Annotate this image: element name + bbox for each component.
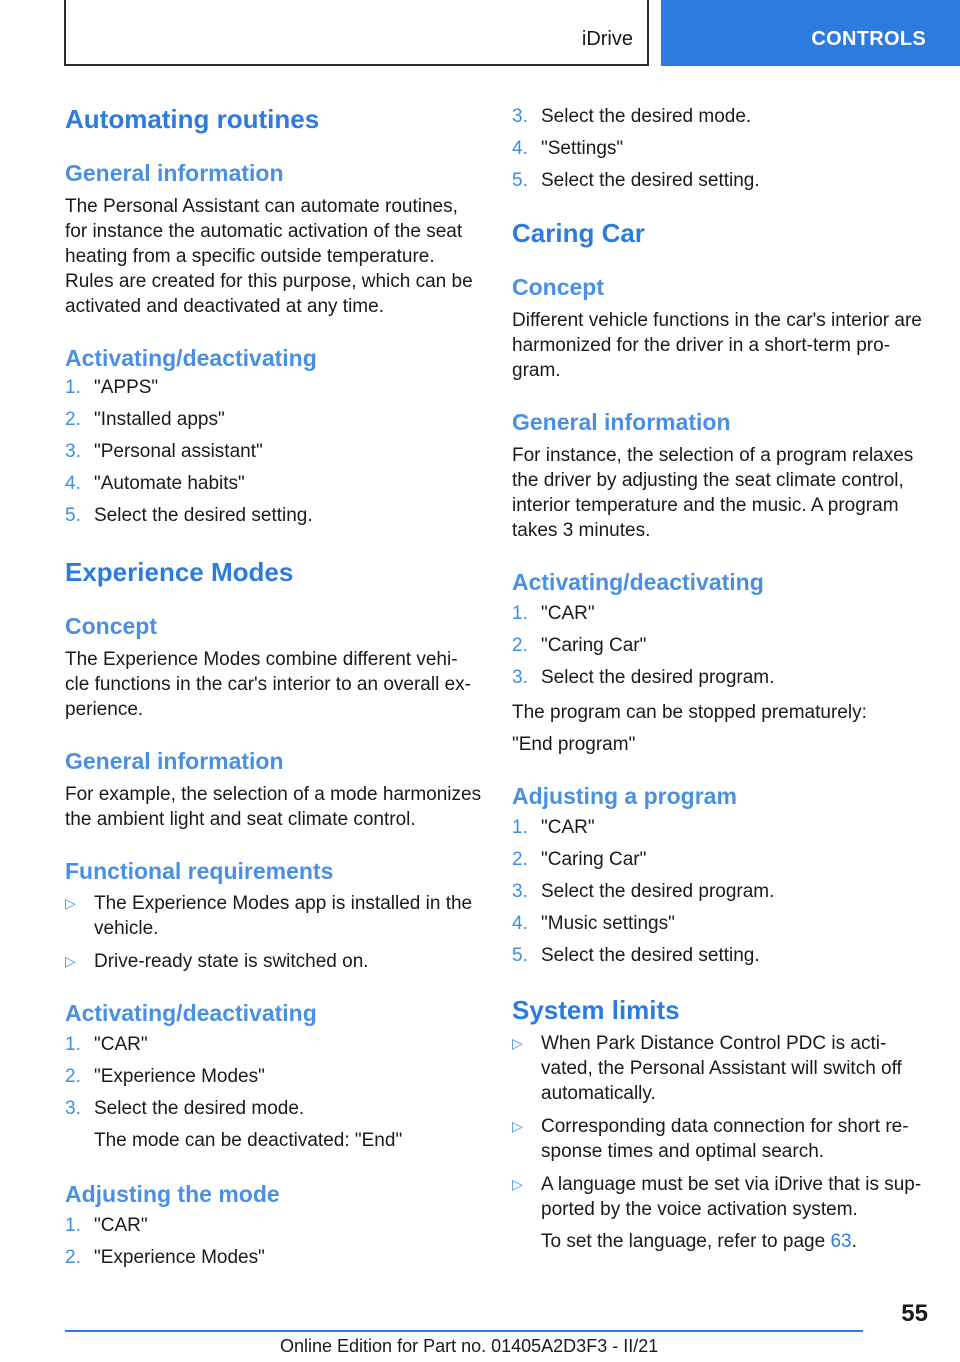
steps-adjusting-mode-continued — [512, 101, 760, 197]
header-chapter-box — [661, 0, 960, 66]
list-item: 5. Select the desired setting. — [512, 170, 760, 191]
paragraph-stop-program: The program can be stopped prematurely: — [512, 702, 867, 723]
list-item: 4. "Music settings" — [512, 913, 675, 934]
heading-system-limits: System limits — [512, 995, 680, 1025]
list-item: 2. "Experience Modes" — [65, 1247, 265, 1268]
heading-activating-deactivating: Activating/deactivating — [65, 345, 317, 371]
paragraph-automating-general: The Personal Assistant can automate routines, for instance the automatic activation of the seat heating from a specific outside temperature. Rules are created for this purpose, which can be activated and deactivated at any time. — [65, 196, 473, 317]
list-item: 1. "CAR" — [512, 603, 595, 624]
list-item: ▷ When Park Distance Control PDC is acti- vated, the Personal Assistant will switch off automatically. — [512, 1033, 902, 1104]
list-item: 3. Select the desired mode. The mode can be deactivated: "End" — [65, 1093, 304, 1125]
list-item: 1. "APPS" — [65, 377, 159, 398]
heading-adjusting-the-mode: Adjusting the mode — [65, 1181, 280, 1207]
list-item: ▷ The Experience Modes app is installed in the vehicle. — [65, 893, 473, 939]
header-chapter-label: CONTROLS — [811, 28, 926, 50]
list-item: 3. Select the desired program. — [512, 881, 775, 902]
steps-automating — [65, 372, 313, 532]
list-item: 2. "Experience Modes" — [65, 1066, 265, 1087]
heading-automating-routines: Automating routines — [65, 104, 320, 134]
triangle-bullet-icon: ▷ — [512, 1176, 523, 1192]
list-item: 5. Select the desired setting. — [512, 945, 760, 966]
list-item: 2. "Caring Car" — [512, 849, 647, 870]
heading-concept: Concept — [512, 274, 604, 300]
list-item: 5. Select the desired setting. — [65, 505, 313, 526]
triangle-bullet-icon: ▷ — [65, 895, 76, 911]
requirements-list — [65, 891, 472, 982]
steps-adjusting-program — [512, 812, 774, 972]
list-item: ▷ Drive-ready state is switched on. — [65, 951, 369, 972]
paragraph-end-program: "End program" — [512, 734, 636, 755]
heading-functional-requirements: Functional requirements — [65, 858, 334, 884]
paragraph-experience-general: For example, the selection of a mode harmonizes the ambient light and seat climate control. — [65, 784, 482, 830]
list-item: 3. "Personal assistant" — [65, 441, 263, 462]
page-link[interactable]: 63 — [830, 1231, 852, 1252]
paragraph-experience-concept: The Experience Modes combine different vehi- cle functions in the car's interior to an overall ex- perience. — [65, 649, 471, 720]
heading-general-information: General information — [65, 748, 284, 774]
paragraph-caring-general: For instance, the selection of a program relaxes the driver by adjusting the seat climate control, interior temperature and the music. A program takes 3 minutes. — [512, 445, 914, 541]
list-item: 1. "CAR" — [65, 1215, 148, 1236]
list-item: 3. Select the desired mode. — [512, 106, 752, 127]
heading-general-information: General information — [65, 160, 284, 186]
triangle-bullet-icon: ▷ — [65, 953, 76, 969]
footer-divider — [65, 1330, 863, 1332]
page-reference: To set the language, refer to page 63. — [541, 1231, 857, 1252]
list-item: ▷ A language must be set via iDrive that is sup- ported by the voice activation system. To set the language, refer to page 63. — [512, 1174, 922, 1252]
footer-edition: Online Edition for Part no. 01405A2D3F3 - II/21 — [280, 1336, 659, 1356]
triangle-bullet-icon: ▷ — [512, 1118, 523, 1134]
list-item: 1. "CAR" — [512, 817, 595, 838]
triangle-bullet-icon: ▷ — [512, 1035, 523, 1051]
heading-caring-car: Caring Car — [512, 218, 645, 248]
heading-concept: Concept — [65, 613, 157, 639]
heading-general-information: General information — [512, 409, 731, 435]
heading-adjusting-a-program: Adjusting a program — [512, 783, 737, 809]
steps-adjusting-mode — [65, 1210, 265, 1274]
heading-activating-deactivating: Activating/deactivating — [512, 569, 764, 595]
step-note: The mode can be deactivated: "End" — [94, 1130, 403, 1151]
list-item: 2. "Installed apps" — [65, 409, 225, 430]
heading-experience-modes: Experience Modes — [65, 557, 294, 587]
paragraph-caring-concept: Different vehicle functions in the car's interior are harmonized for the driver in a short-term pro- gram. — [512, 310, 922, 381]
limits-list — [512, 1031, 921, 1262]
header-section-box — [64, 0, 649, 66]
heading-activating-deactivating: Activating/deactivating — [65, 1000, 317, 1026]
list-item: 4. "Settings" — [512, 138, 624, 159]
page-number: 55 — [901, 1300, 928, 1327]
list-item: ▷ Corresponding data connection for short re- sponse times and optimal search. — [512, 1116, 909, 1162]
list-item: 1. "CAR" — [65, 1034, 148, 1055]
header-section-label: iDrive — [581, 28, 633, 50]
steps-experience — [65, 1029, 403, 1151]
list-item: 4. "Automate habits" — [65, 473, 245, 494]
steps-caring — [512, 598, 774, 694]
list-item: 3. Select the desired program. — [512, 667, 775, 688]
list-item: 2. "Caring Car" — [512, 635, 647, 656]
